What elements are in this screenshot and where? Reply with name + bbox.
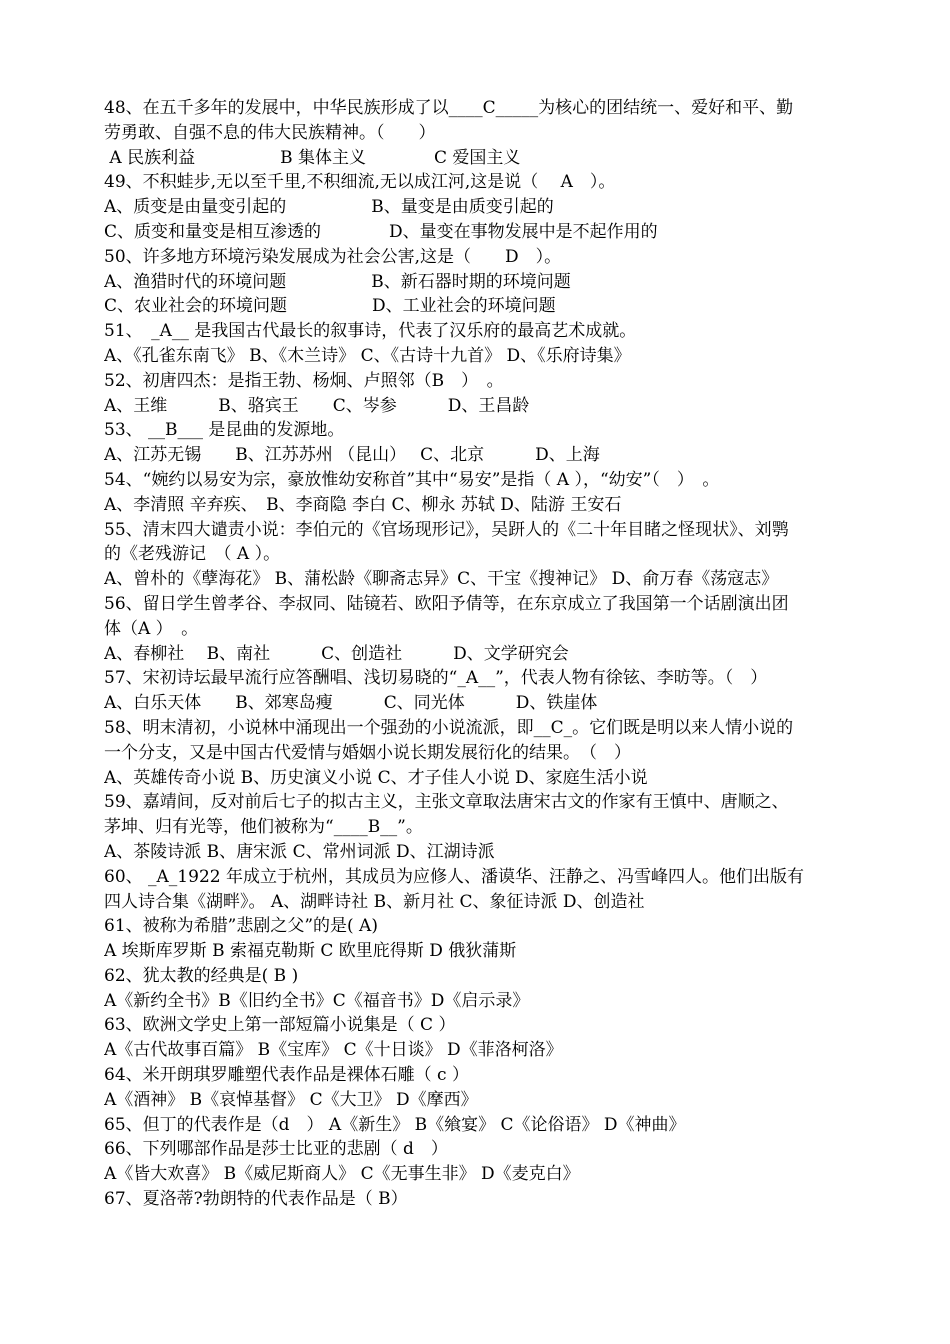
text-line: 54、“婉约以易安为宗，豪放惟幼安称首”其中“易安”是指（ A ），“幼安”（ ） 。 [104, 469, 720, 490]
text-line: 62、犹太教的经典是( B ) [104, 965, 299, 986]
text-line: 60、 _A_1922 年成立于杭州，其成员为应修人、潘谟华、汪静之、冯雪峰四人。他们出版有 [104, 866, 804, 887]
text-line: A、英雄传奇小说 B、历史演义小说 C、才子佳人小说 D、家庭生活小说 [104, 767, 648, 788]
text-line: 57、宋初诗坛最早流行应答酬唱、浅切易晓的“_A__”，代表人物有徐铉、李昉等。（ ） [104, 668, 768, 689]
text-line: 63、欧洲文学史上第一部短篇小说集是（ C ） [104, 1015, 456, 1036]
text-line: 53、 __B___ 是昆曲的发源地。 [104, 420, 345, 441]
text-line: 52、初唐四杰：是指王勃、杨炯、卢照邻（B ） 。 [104, 370, 504, 391]
text-line: A 埃斯库罗斯 B 索福克勒斯 C 欧里庇得斯 D 俄狄蒲斯 [104, 941, 517, 962]
text-line: A、王维 B、骆宾王 C、岑参 D、王昌龄 [104, 395, 530, 416]
text-line: 四人诗合集《湖畔》。 A、湖畔诗社 B、新月社 C、象征诗派 D、创造社 [104, 891, 645, 912]
text-line: A、曾朴的《孽海花》 B、蒲松龄《聊斋志异》C、干宝《搜神记》 D、俞万春《荡寇志》 [104, 569, 779, 590]
text-line: A、李清照 辛弃疾、 B、李商隐 李白 C、柳永 苏轼 D、陆游 王安石 [104, 494, 622, 515]
text-line: 48、在五千多年的发展中，中华民族形成了以____C_____为核心的团结统一、爱好和平、勤 [104, 98, 794, 118]
text-line: 58、明末清初，小说林中涌现出一个强劲的小说流派，即__C_。它们既是明以来人情小说的 [104, 717, 794, 738]
text-line: 49、不积蛙步,无以至千里,不积细流,无以成江河,这是说（ A ）。 [104, 172, 616, 193]
text-line: A《新约全书》B《旧约全书》C《福音书》D《启示录》 [104, 990, 530, 1011]
text-line: A、春柳社 B、南社 C、创造社 D、文学研究会 [104, 643, 569, 664]
text-line: 劳勇敢、自强不息的伟大民族精神。（ ） [104, 122, 436, 143]
text-line: A、渔猎时代的环境问题 B、新石器时期的环境问题 [104, 271, 571, 292]
text-line: A、《孔雀东南飞》 B、《木兰诗》 C、《古诗十九首》 D、《乐府诗集》 [104, 345, 631, 366]
text-line: A、质变是由量变引起的 B、量变是由质变引起的 [104, 197, 554, 218]
text-line: 一个分支，又是中国古代爱情与婚姻小说长期发展衍化的结果。 （ ） [104, 742, 631, 763]
text-line: 64、米开朗琪罗雕塑代表作品是裸体石雕（ c ） [104, 1065, 469, 1086]
text-line: 56、留日学生曾孝谷、李叔同、陆镜若、欧阳予倩等，在东京成立了我国第一个话剧演出团 [104, 593, 789, 614]
text-line: A、江苏无锡 B、江苏苏州 （昆山） C、北京 D、上海 [104, 445, 600, 466]
text-line: 51、 _A__ 是我国古代最长的叙事诗，代表了汉乐府的最高艺术成就。 [104, 321, 637, 342]
text-line: A 民族利益 B 集体主义 C 爱国主义 [104, 147, 521, 168]
text-line: 55、清末四大谴责小说：李伯元的《官场现形记》，吴趼人的《二十年目睹之怪现状》、刘鹗 [104, 519, 789, 540]
text-line: C、农业社会的环境问题 D、工业社会的环境问题 [104, 296, 556, 317]
text-line: 体（A ） 。 [104, 618, 199, 639]
text-line: 61、被称为希腊”悲剧之父”的是( A) [104, 916, 378, 937]
text-line: 65、但丁的代表作是（d ） A《新生》 B《飨宴》 C《论俗语》 D《神曲》 [104, 1114, 686, 1135]
text-line: C、质变和量变是相互渗透的 D、量变在事物发展中是不起作用的 [104, 221, 658, 242]
text-line: 66、下列哪部作品是莎士比亚的悲剧（ d ） [104, 1139, 448, 1160]
text-line: 50、许多地方环境污染发展成为社会公害,这是（ D ）。 [104, 246, 562, 267]
text-line: A、白乐天体 B、郊寒岛瘦 C、同光体 D、铁崖体 [104, 693, 598, 714]
text-line: A《皆大欢喜》 B《威尼斯商人》 C《无事生非》 D《麦克白》 [104, 1164, 580, 1185]
text-line: A《酒神》 B《哀悼基督》 C《大卫》 D《摩西》 [104, 1089, 478, 1110]
text-line: A、茶陵诗派 B、唐宋派 C、常州词派 D、江湖诗派 [104, 841, 495, 862]
document-body [104, 96, 850, 1212]
text-line: 茅坤、归有光等，他们被称为“____B__”。 [104, 817, 423, 838]
text-line: A《古代故事百篇》 B《宝库》 C《十日谈》 D《菲洛柯洛》 [104, 1040, 563, 1061]
text-line: 67、夏洛蒂?勃朗特的代表作品是（ B） [104, 1189, 408, 1210]
text-line: 59、嘉靖间，反对前后七子的拟古主义，主张文章取法唐宋古文的作家有王慎中、唐顺之、 [104, 792, 789, 813]
text-line: 的《老残游记 （ A ）。 [104, 544, 281, 565]
